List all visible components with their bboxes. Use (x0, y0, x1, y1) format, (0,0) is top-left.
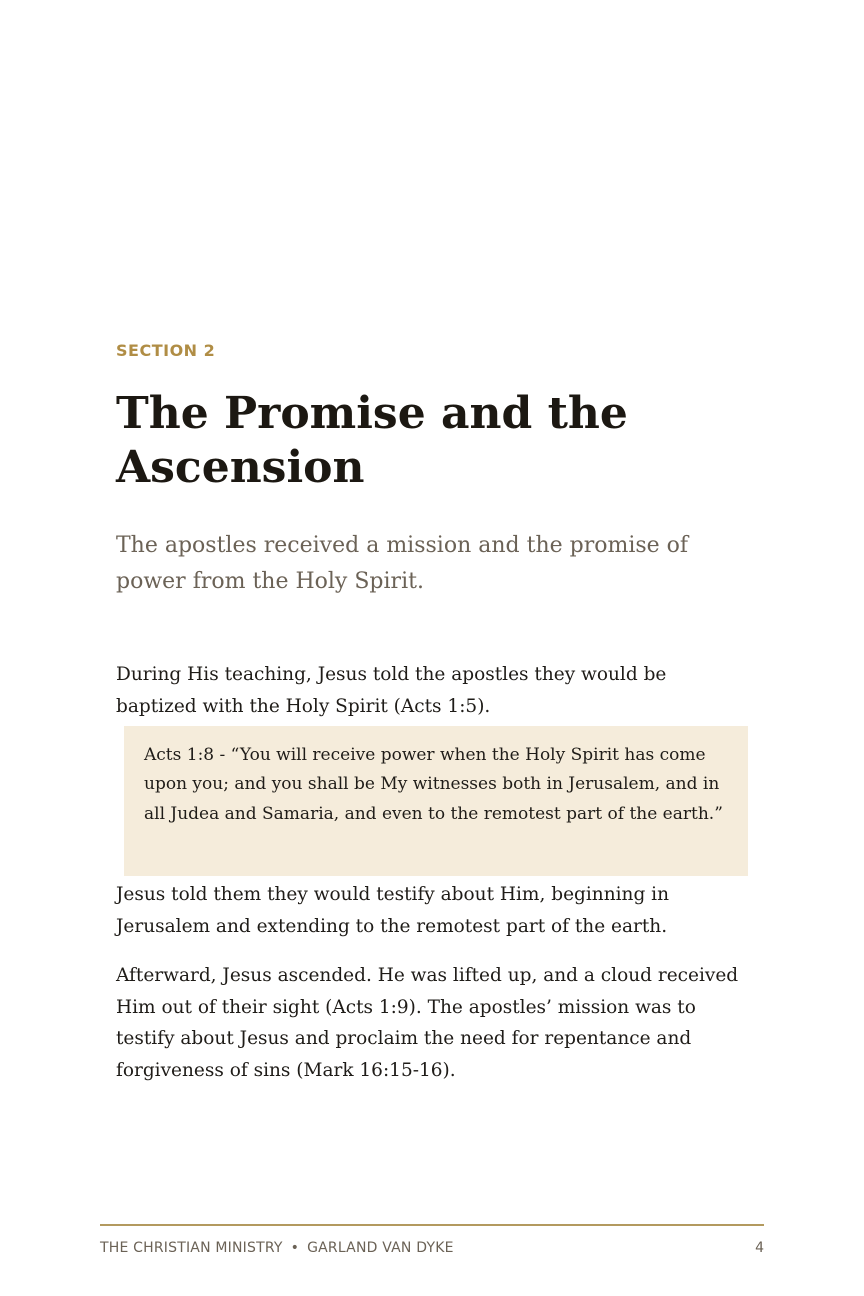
footer-book-title: THE CHRISTIAN MINISTRY (100, 1240, 283, 1256)
section-subtitle: The apostles received a mission and the promise of power from the Holy Spirit. (116, 533, 689, 594)
page-title: The Promise and the Ascension (116, 388, 628, 493)
body-paragraph-1: During His teaching, Jesus told the apostles they would be baptized with the Holy Spirit (Acts 1:5). (116, 664, 667, 717)
footer-running-head (100, 1240, 454, 1256)
footer-divider (100, 1224, 764, 1226)
section-label: SECTION 2 (116, 341, 216, 360)
page-number: 4 (755, 1240, 764, 1256)
footer-author: GARLAND VAN DYKE (307, 1240, 454, 1256)
scripture-quote-block: Acts 1:8 - “You will receive power when the Holy Spirit has come upon you; and you shall be My witnesses both in Jerusalem, and in all Judea and Samaria, and even to the remotest part of the earth.” (124, 726, 748, 876)
body-paragraph-3: Afterward, Jesus ascended. He was lifted up, and a cloud received Him out of their sight (Acts 1:9). The apostles’ mission was to testify about Jesus and proclaim the need for repentance and forgiveness of sins (Mark 16:15-16). (116, 965, 739, 1081)
body-paragraph-2: Jesus told them they would testify about Him, beginning in Jerusalem and extending to the remotest part of the earth. (116, 884, 670, 937)
footer-separator: • (290, 1240, 300, 1256)
